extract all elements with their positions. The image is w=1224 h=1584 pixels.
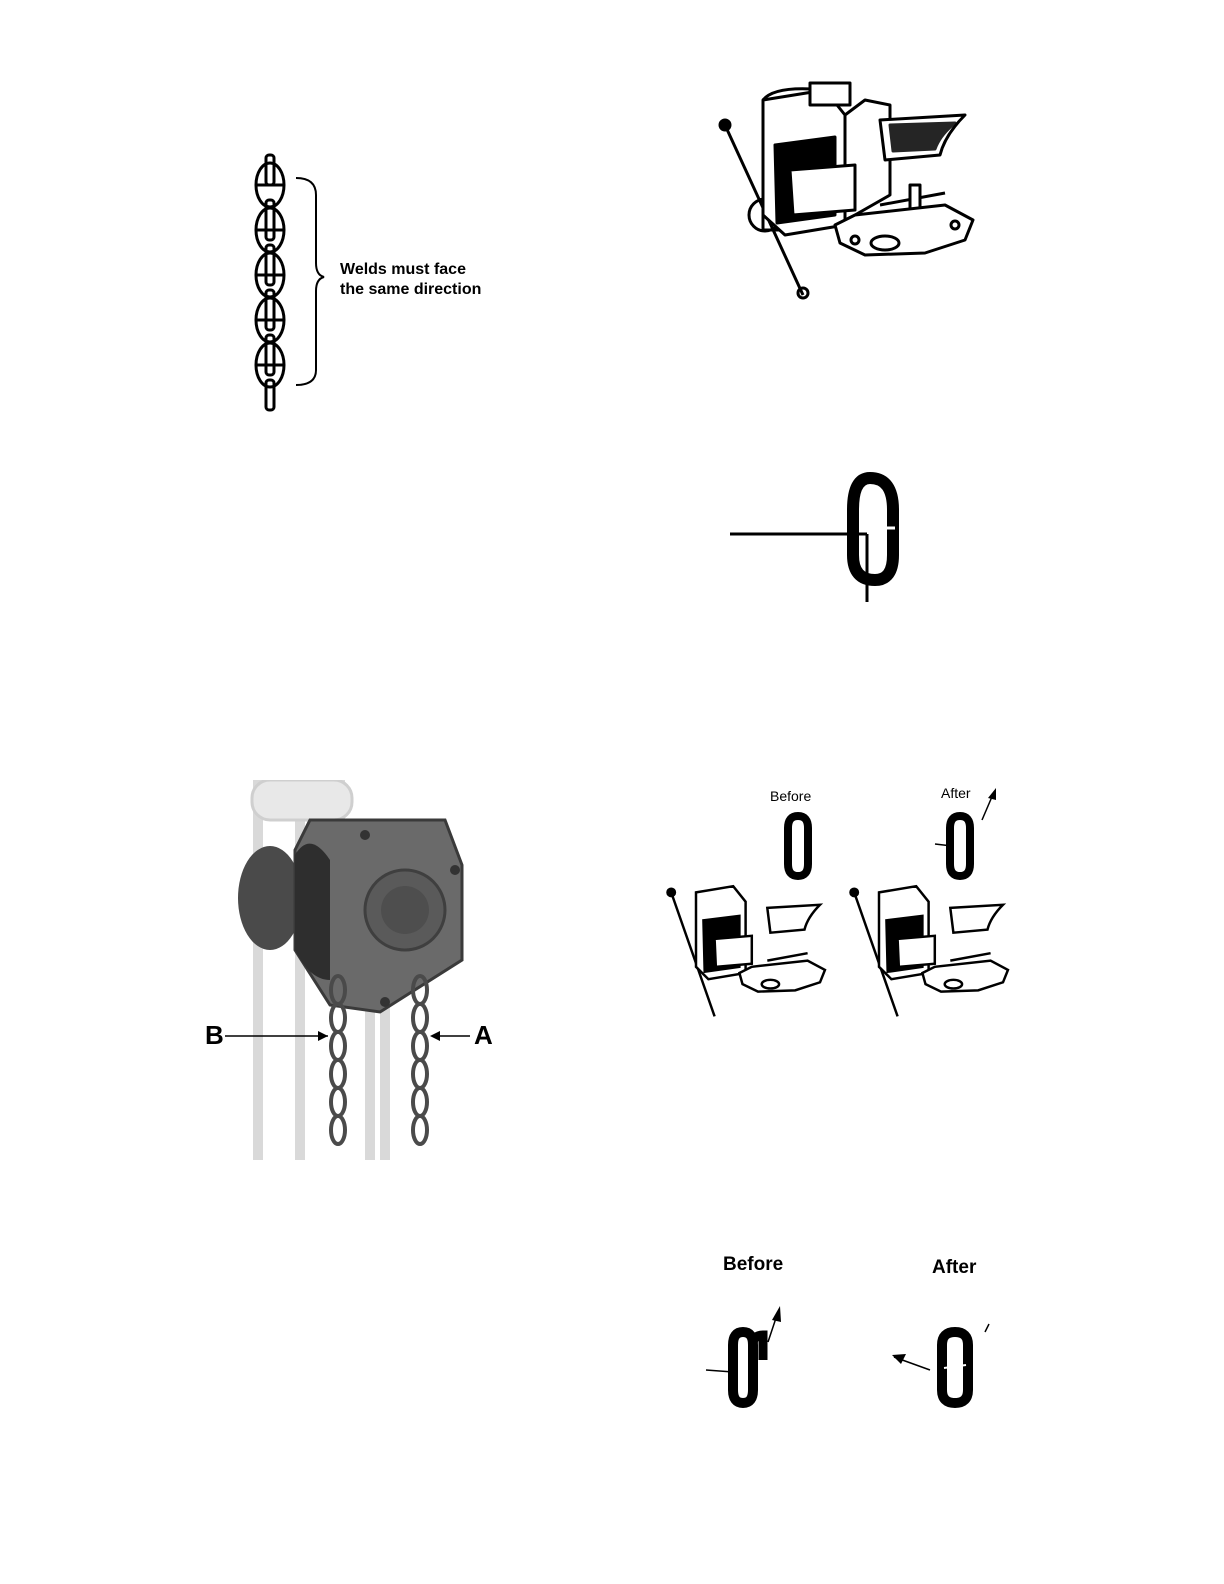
bench-vise-icon: [715, 75, 980, 300]
vise-before-after-figure: [660, 780, 1020, 1030]
welds-label-line1: Welds must face: [340, 261, 466, 278]
closeup-after-label: After: [932, 1257, 977, 1278]
hoist-figure: [200, 780, 520, 1160]
link-closeup-figure: [700, 1250, 1000, 1420]
vise-before-label: Before: [770, 788, 812, 804]
link-closeup-diagram: [700, 1250, 1000, 1420]
label-b: B: [205, 1020, 224, 1050]
welds-label-line2: the same direction: [340, 281, 482, 298]
vise-steps-diagram: [660, 780, 1020, 1030]
closeup-before-label: Before: [723, 1254, 784, 1275]
hoist-image: [200, 780, 520, 1160]
link-over-edge-figure: [725, 470, 905, 610]
label-a: A: [474, 1020, 493, 1050]
vise-after-label: After: [941, 785, 971, 801]
chain-welds-figure: [240, 145, 520, 425]
link-edge-diagram: [725, 470, 905, 610]
bench-vise-figure: [715, 75, 980, 300]
